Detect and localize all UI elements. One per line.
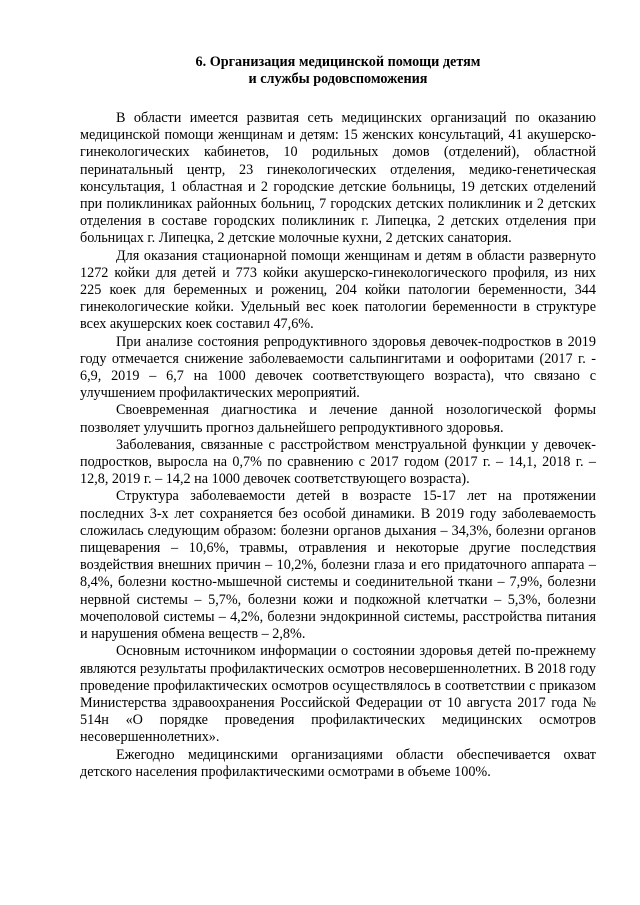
paragraph-diagnostics: Своевременная диагностика и лечение данной нозологической формы позволяет улучшить прогноз дальнейшего репродуктивного здоровья. [80,402,596,436]
section-title-line-1: 6. Организация медицинской помощи детям [195,54,481,70]
paragraph-menstrual-disorders: Заболевания, связанные с расстройством менструальной функции у девочек-подростков, выросла на 0,7% по сравнению с 2017 годом (2017 г. – 14,1, 2018 г. – 12,8, 2019 г. – 14,2 на 1000 девочек соответствующего возраста). [80,436,596,488]
paragraph-medical-network: В области имеется развитая сеть медицинских организаций по оказанию медицинской помощи женщинам и детям: 15 женских консультаций, 41 акушерско-гинекологических кабинетов, 10 родильных домов (отделений), областной перинатальный центр, 23 гинекологических отделения, медико-генетическая консультация, 1 областная и 2 городские детские больницы, 19 детских отделений при поликлиниках районных больниц, 7 городских детских поликлиник и 2 детских отделения в составе городских поликлиник г. Липецка, 2 детских отделения при больницах г. Липецка, 2 детские молочные кухни, 2 детских санатория. [80,110,596,247]
section-title-line-2: и службы родовспоможения [248,71,428,87]
paragraph-morbidity-structure: Структура заболеваемости детей в возрасте 15-17 лет на протяжении последних 3-х лет сохраняется без особой динамики. В 2019 году заболеваемость сложилась следующим образом: болезни органов дыхания – 34,3%, болезни органов пищеварения – 10,6%, травмы, отравления и некоторые другие последствия воздействия внешних причин – 10,2%, болезни глаза и его придаточного аппарата – 8,4%, болезни костно-мышечной системы и соединительной ткани – 7,9%, болезни нервной системы – 5,7%, болезни кожи и подкожной клетчатки – 5,3%, болезни мочеполовой системы – 4,2%, болезни эндокринной системы, расстройства питания и нарушения обмена веществ – 2,8%. [80,488,596,643]
paragraph-hospital-beds: Для оказания стационарной помощи женщинам и детям в области развернуто 1272 койки для детей и 773 койки акушерско-гинекологического профиля, из них 225 коек для беременных и рожениц, 204 койки патологии беременности, 344 гинекологические койки. Удельный вес коек патологии беременности в структуре всех акушерских коек составил 47,6%. [80,247,596,333]
section-title [80,54,596,88]
paragraph-coverage: Ежегодно медицинскими организациями области обеспечивается охват детского населения профилактическими осмотрами в объеме 100%. [80,746,596,780]
paragraph-preventive-exams: Основным источником информации о состоянии здоровья детей по-прежнему являются результаты профилактических осмотров несовершеннолетних. В 2018 году проведение профилактических осмотров осуществлялось в соответствии с приказом Министерства здравоохранения Российской Федерации от 10 августа 2017 года № 514н «О порядке проведения профилактических медицинских осмотров несовершеннолетних». [80,643,596,746]
paragraph-reproductive-health: При анализе состояния репродуктивного здоровья девочек-подростков в 2019 году отмечается снижение заболеваемости сальпингитами и оофоритами (2017 г. - 6,9, 2019 – 6,7 на 1000 девочек соответствующего возраста), что связано с улучшением профилактических мероприятий. [80,333,596,402]
